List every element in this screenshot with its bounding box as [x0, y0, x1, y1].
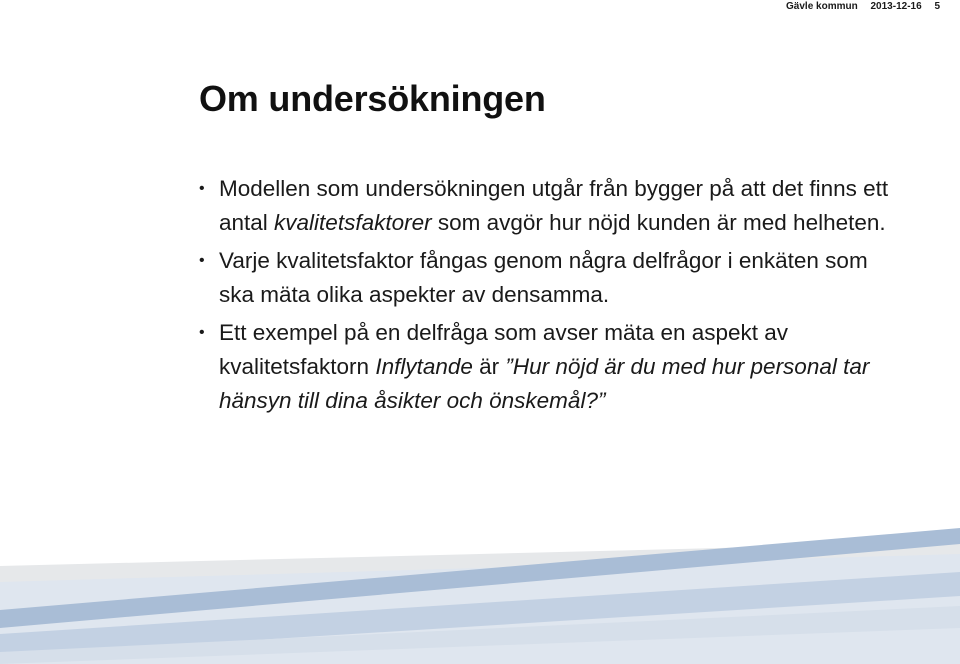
header-page-number: 5: [934, 1, 940, 12]
bullet-emphasis: kvalitetsfaktorer: [274, 210, 432, 235]
page-title: Om undersökningen: [199, 78, 546, 119]
bullet-list: [197, 172, 897, 422]
bullet-icon: •: [199, 324, 205, 341]
bullet-icon: •: [199, 252, 205, 269]
bullet-emphasis: Inflytande: [375, 354, 473, 379]
bullet-item: [197, 316, 897, 418]
bullet-text: Ett exempel på en delfråga som avser mäta en aspekt av kvalitetsfaktorn: [219, 320, 789, 379]
bullet-text: är: [472, 354, 506, 379]
bullet-text: Varje kvalitetsfaktor fångas genom några delfrågor i enkäten som ska mäta olika aspekter av densamma.: [219, 248, 868, 307]
footer-decoration: [0, 510, 960, 664]
bullet-text: Modellen som undersökningen utgår från bygger på att det finns ett antal: [219, 176, 889, 235]
bullet-quote: ”Hur nöjd är du med hur personal tar hänsyn till dina åsikter och önskemål?”: [219, 354, 870, 413]
bullet-icon: •: [199, 180, 205, 197]
bullet-text: som avgör hur nöjd kunden är med helheten.: [431, 210, 886, 235]
header-meta: [776, 0, 940, 14]
bullet-item: [197, 172, 897, 240]
header-organization: Gävle kommun: [786, 1, 858, 12]
header-date: 2013-12-16: [870, 1, 922, 12]
bullet-item: [197, 244, 897, 312]
